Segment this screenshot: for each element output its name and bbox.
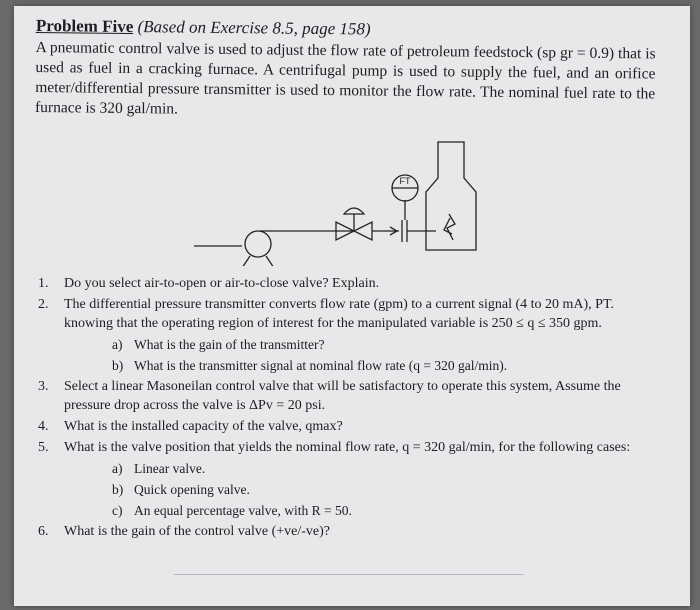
sub-question-item: b) Quick opening valve. [112, 482, 250, 497]
sub-question-item: a) Linear valve. [112, 461, 206, 476]
furnace-icon [426, 142, 476, 250]
centrifugal-pump-icon [242, 231, 274, 266]
question-list [38, 274, 650, 543]
sub-question-item: b) What is the transmitter signal at nominal flow rate (q = 320 gal/min). [112, 358, 508, 373]
problem-intro: A pneumatic control valve is used to adjust the flow rate of petroleum feedstock (sp gr = 0.9) that is used as fuel in a cracking furnace. A centrifugal pump is used to supply the fuel, and an orifice meter/differential pressure transmitter is used to monitor the flow rate. The nominal fuel rate to the furnace is 320 gal/min. [34, 38, 656, 118]
paper-page [14, 6, 690, 606]
process-diagram [194, 134, 494, 266]
question-item: 3. Select a linear Masoneilan control valve that will be satisfactory to operate this system, Assume the pressure drop across the valve is ΔPv = 20 psi. [38, 379, 621, 413]
problem-title-main: Problem Five [35, 16, 134, 37]
question-item: 1. Do you select air-to-open or air-to-close valve? Explain. [38, 276, 380, 291]
problem-title-sub: (Based on Exercise 8.5, page 158) [137, 17, 371, 39]
sub-question-item: c) An equal percentage valve, with R = 50. [112, 503, 352, 518]
question-item: 6. What is the gain of the control valve (+ve/-ve)? [38, 524, 331, 539]
question-item: 5. What is the valve position that yields the nominal flow rate, q = 320 gal/min, for the following cases: [38, 440, 631, 455]
sub-question-item: a) What is the gain of the transmitter? [112, 337, 325, 352]
orifice-meter-icon [402, 220, 407, 242]
question-item: 2. The differential pressure transmitter converts flow rate (gpm) to a current signal (4 to 20 mA), PT. knowing that the operating region of interest for the manipulated variable is 250 ≤ q ≤ 350 gpm. [38, 297, 614, 331]
control-valve-icon [336, 208, 372, 240]
transmitter-label: FT [399, 176, 411, 186]
problem-header [35, 16, 656, 124]
divider-line [174, 574, 524, 575]
flow-transmitter [392, 175, 418, 220]
question-item: 4. What is the installed capacity of the valve, qmax? [38, 419, 343, 434]
